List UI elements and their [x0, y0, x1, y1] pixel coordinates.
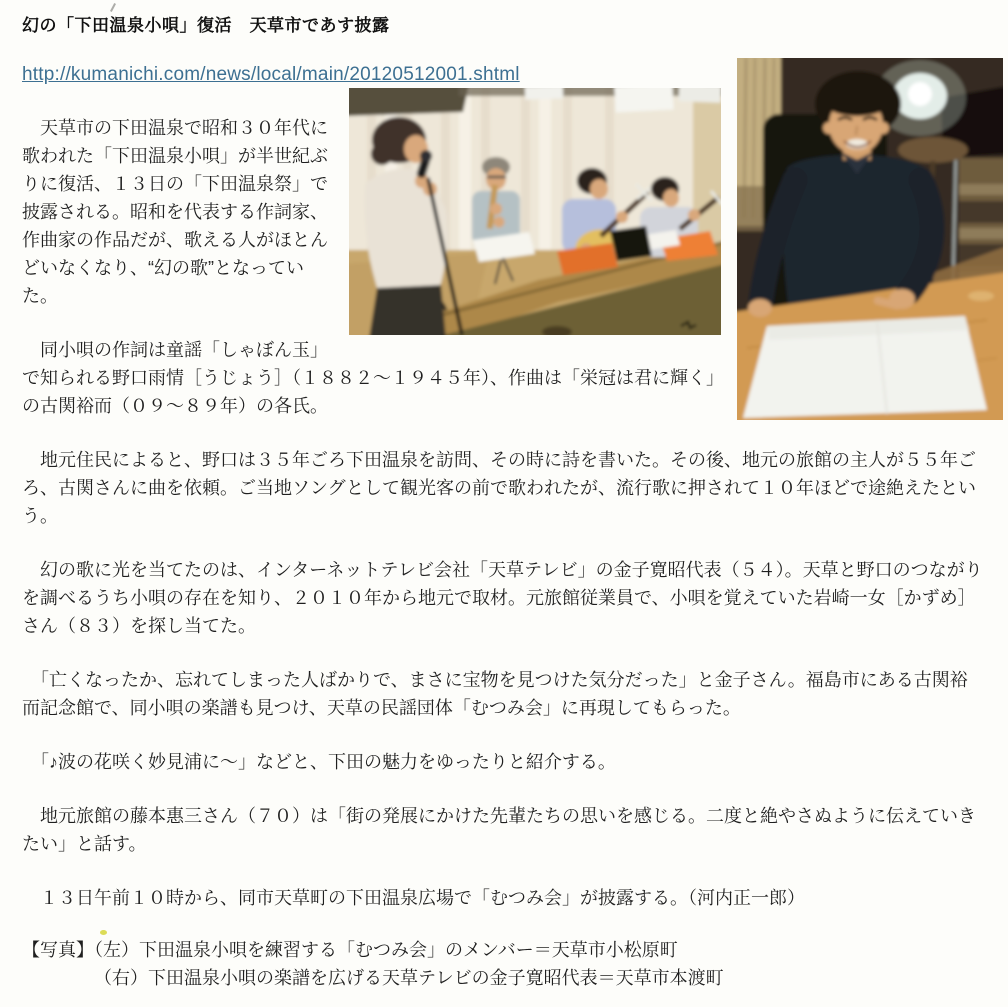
caption-heading: 【写真】: [22, 940, 94, 960]
caption-left-text: （左）下田温泉小唄を練習する「むつみ会」のメンバー＝天草市小松原町: [94, 940, 678, 960]
music-stand: [610, 226, 652, 261]
photo-kaneko-pointing: [737, 58, 1003, 420]
paragraph-3: 地元住民によると、野口は３５年ごろ下田温泉を訪問、その時に詩を書いた。その後、地元の旅館の主人が５５年ごろ、古関さんに曲を依頼。ご当地ソングとして観光客の前で歌われたが、流行歌に押されて１０年ほどで途絶えたという。: [22, 450, 976, 526]
paragraph-8: １３日午前１０時から、同市天草町の下田温泉広場で「むつみ会」が披露する。（河内正一郎）: [22, 888, 805, 908]
photo-kaneko-illustration: [737, 58, 1003, 420]
paragraph-6: 「♪波の花咲く妙見浦に～」などと、下田の魅力をゆったりと紹介する。: [22, 752, 616, 772]
article-title: 幻の「下田温泉小唄」復活 天草市であす披露: [22, 16, 390, 35]
paragraph-5: 「亡くなったか、忘れてしまった人ばかりで、まさに宝物を見つけた気分だった」と金子さん。福島市にある古関裕而記念館で、同小唄の楽譜も見つけ、天草の民謡団体「むつみ会」に再現してもらった。: [22, 670, 968, 718]
scan-artifact-dot: [100, 930, 107, 935]
photo-practice-scene: [349, 88, 721, 335]
microphone-icon: [420, 150, 432, 162]
round-table: [898, 137, 968, 163]
score-paper: [743, 316, 987, 418]
photo-captions: [22, 936, 985, 992]
caption-line-left: [22, 936, 985, 964]
paragraph-2: 同小唄の作詞は童謡「しゃぼん玉」で知られる野口雨情［うじょう］（１８８２～１９４５年）、作曲は「栄冠は君に輝く」の古関裕而（０９～８９年）の各氏。: [22, 340, 715, 416]
article-link[interactable]: http://kumanichi.com/news/local/main/20120512001.shtml: [22, 64, 520, 85]
caption-line-right: （右）下田温泉小唄の楽譜を広げる天草テレビの金子寛昭代表＝天草市本渡町: [94, 968, 724, 988]
paragraph-1: 天草市の下田温泉で昭和３０年代に歌われた「下田温泉小唄」が半世紀ぶりに復活、１３日の「下田温泉祭」で披露される。昭和を代表する作詞家、作曲家の作品だが、歌える人がほとんどいなくなり、“幻の歌”となっていた。: [22, 118, 328, 306]
scan-pen-mark: [110, 3, 116, 12]
paragraph-4: 幻の歌に光を当てたのは、インターネットテレビ会社「天草テレビ」の金子寛昭代表（５４）。天草と野口のつながりを調べるうち小唄の存在を知り、２０１０年から地元で取材。元旅館従業員で、小唄を覚えていた岩崎一女［かずめ］さん（８３）を探し当てた。: [22, 560, 983, 636]
paragraph-7: 地元旅館の藤本惠三さん（７０）は「街の発展にかけた先輩たちの思いを感じる。二度と絶やさぬように伝えていきたい」と話す。: [22, 806, 976, 854]
photo-practice-illustration: [349, 88, 721, 335]
